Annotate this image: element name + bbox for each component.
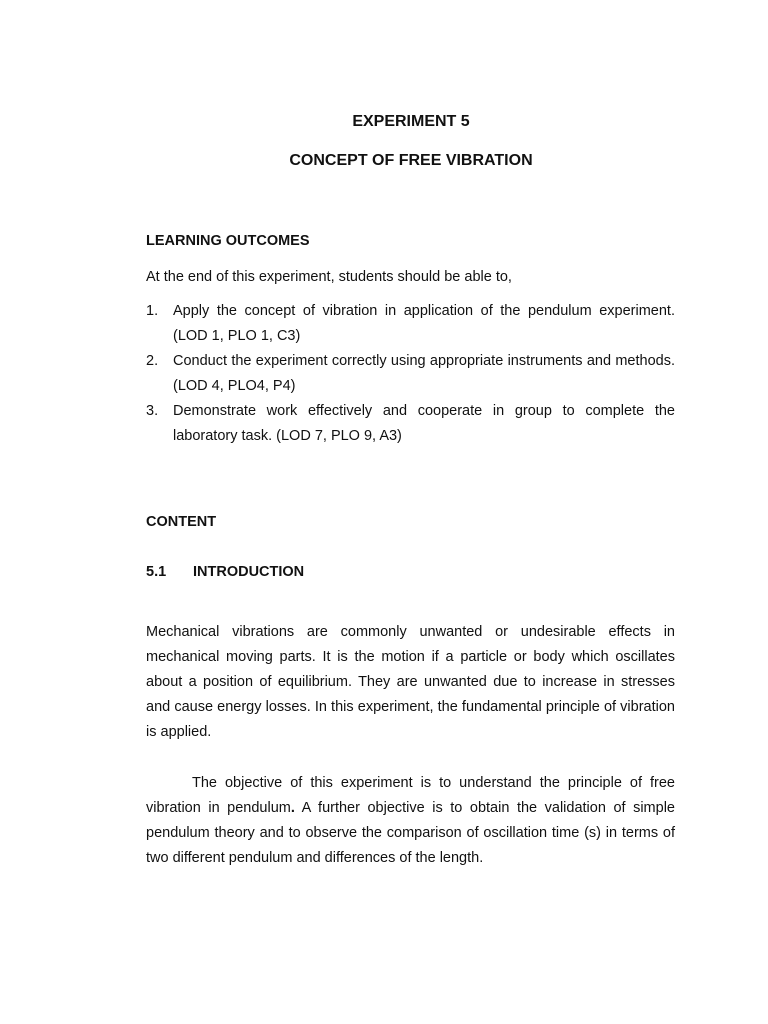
paragraph-text: A further objective is to obtain the validation of simple pendulum theory and to observe the comparison of oscillation time (s) in terms of two different pendulum and differences of the length. — [146, 800, 675, 866]
experiment-subtitle: CONCEPT OF FREE VIBRATION — [289, 152, 533, 169]
list-item-text: Apply the concept of vibration in application of the pendulum experiment. (LOD 1, PLO 1, C3) — [173, 303, 675, 344]
list-item-text: Demonstrate work effectively and cooperate in group to complete the laboratory task. (LOD 7, PLO 9, A3) — [173, 403, 675, 444]
list-item-number: 1. — [146, 303, 159, 319]
introduction-paragraph-1: Mechanical vibrations are commonly unwanted or undesirable effects in mechanical moving parts. It is the motion if a particle or body which oscillates about a position of equilibrium. They are unwanted due to increase in stresses and cause energy losses. In this experiment, the fundamental principle of vibration is applied. — [146, 624, 675, 740]
section-number: 5.1 — [146, 564, 167, 580]
list-item-number: 3. — [146, 403, 159, 419]
experiment-title: EXPERIMENT 5 — [352, 113, 470, 130]
list-item — [146, 349, 675, 399]
list-item-text: Conduct the experiment correctly using appropriate instruments and methods. (LOD 4, PLO4, P4) — [173, 353, 675, 394]
list-item — [146, 399, 675, 449]
learning-outcomes-intro: At the end of this experiment, students should be able to, — [146, 269, 512, 285]
learning-outcomes-list — [146, 299, 675, 449]
list-item-number: 2. — [146, 353, 159, 369]
section-heading — [146, 564, 304, 580]
paragraph-bold-period: . — [290, 800, 295, 816]
paragraph-text: The objective of this experiment is to understand the principle of free vibration in pendulum — [146, 775, 675, 816]
section-title: INTRODUCTION — [193, 564, 305, 580]
introduction-paragraph-2 — [146, 771, 675, 871]
learning-outcomes-heading: LEARNING OUTCOMES — [146, 233, 310, 249]
content-heading: CONTENT — [146, 514, 217, 530]
list-item — [146, 299, 675, 349]
